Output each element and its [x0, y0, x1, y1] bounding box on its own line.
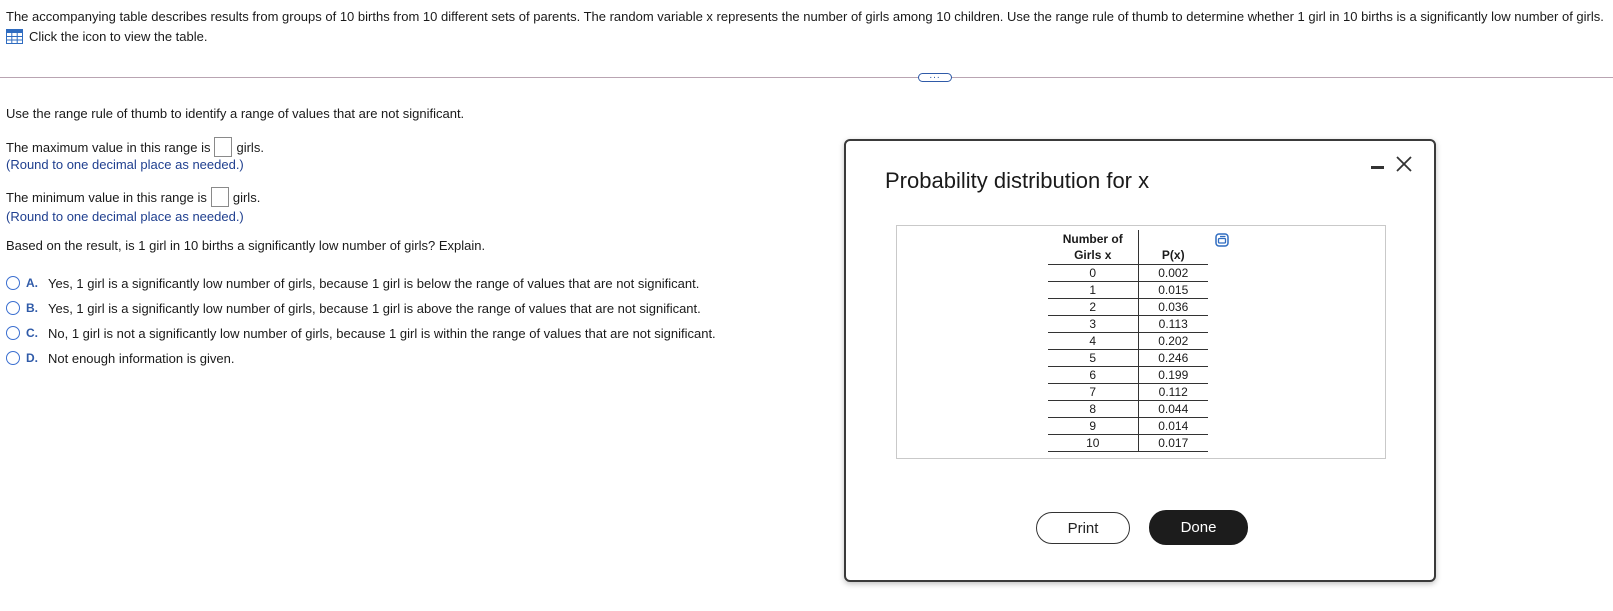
cell-x: 6: [1048, 367, 1138, 384]
table-row: [1048, 401, 1208, 418]
column-header-girls-line2: Girls x: [1074, 248, 1112, 262]
table-frame: [896, 225, 1386, 459]
choice-a[interactable]: [6, 274, 699, 292]
cell-x: 4: [1048, 333, 1138, 350]
cell-p: 0.199: [1138, 367, 1208, 384]
choice-c-text[interactable]: No, 1 girl is not a significantly low number of girls, because 1 girl is within the range of values that are not significant.: [48, 325, 716, 341]
choice-d-letter: D.: [26, 351, 38, 365]
choice-a-text[interactable]: Yes, 1 girl is a significantly low number of girls, because 1 girl is below the range of values that are not significant.: [48, 275, 700, 291]
choice-c[interactable]: [6, 324, 716, 342]
close-icon[interactable]: [1394, 154, 1414, 174]
minimize-icon[interactable]: [1371, 155, 1385, 175]
cell-x: 8: [1048, 401, 1138, 418]
table-row: [1048, 367, 1208, 384]
question-text: The accompanying table describes results from groups of 10 births from 10 different sets of parents. The random variable x represents the number of girls among 10 children. Use the range rule of thumb to determine whether 1 girl in 10 births is a significantly low number of girls.: [6, 9, 1604, 24]
table-link-text[interactable]: Click the icon to view the table.: [29, 29, 208, 44]
section-divider: [0, 77, 1613, 78]
question-header: [6, 7, 1606, 46]
cell-p: 0.036: [1138, 299, 1208, 316]
cell-x: 5: [1048, 350, 1138, 367]
radio-b[interactable]: [6, 301, 20, 315]
cell-p: 0.044: [1138, 401, 1208, 418]
column-header-girls: [1048, 230, 1138, 265]
table-row: [1048, 418, 1208, 435]
max-hint: (Round to one decimal place as needed.): [6, 157, 244, 172]
radio-c[interactable]: [6, 326, 20, 340]
max-value-input[interactable]: [214, 137, 232, 157]
table-row: [1048, 316, 1208, 333]
choice-d[interactable]: [6, 349, 234, 367]
min-value-line: [6, 187, 260, 207]
copy-table-icon[interactable]: [1215, 233, 1229, 247]
max-value-line: [6, 137, 264, 157]
table-row: [1048, 350, 1208, 367]
choice-b-letter: B.: [26, 301, 38, 315]
expand-handle[interactable]: ...: [918, 73, 952, 82]
table-row: [1048, 384, 1208, 401]
table-row: [1048, 333, 1208, 350]
choice-b[interactable]: [6, 299, 701, 317]
min-suffix: girls.: [232, 189, 261, 205]
max-prefix: The maximum value in this range is: [6, 139, 211, 155]
column-header-girls-line1: Number of: [1062, 232, 1123, 246]
radio-d[interactable]: [6, 351, 20, 365]
cell-x: 3: [1048, 316, 1138, 333]
table-body: [1048, 265, 1208, 452]
cell-p: 0.113: [1138, 316, 1208, 333]
table-header-row: [1048, 230, 1208, 265]
table-link-row[interactable]: [6, 27, 1606, 46]
cell-p: 0.015: [1138, 282, 1208, 299]
done-button[interactable]: Done: [1149, 510, 1248, 545]
cell-x: 10: [1048, 435, 1138, 452]
cell-p: 0.202: [1138, 333, 1208, 350]
cell-p: 0.002: [1138, 265, 1208, 282]
min-hint: (Round to one decimal place as needed.): [6, 209, 244, 224]
cell-x: 2: [1048, 299, 1138, 316]
instruction-text: Use the range rule of thumb to identify a range of values that are not significant.: [6, 106, 465, 121]
dialog-title: Probability distribution for x: [885, 168, 1150, 193]
cell-x: 7: [1048, 384, 1138, 401]
cell-p: 0.017: [1138, 435, 1208, 452]
table-row: [1048, 299, 1208, 316]
min-value-input[interactable]: [211, 187, 229, 207]
cell-p: 0.014: [1138, 418, 1208, 435]
table-row: [1048, 265, 1208, 282]
explain-prompt: Based on the result, is 1 girl in 10 births a significantly low number of girls? Explain.: [6, 238, 486, 253]
table-row: [1048, 435, 1208, 452]
choice-d-text[interactable]: Not enough information is given.: [48, 350, 235, 366]
cell-x: 0: [1048, 265, 1138, 282]
cell-x: 9: [1048, 418, 1138, 435]
cell-x: 1: [1048, 282, 1138, 299]
choice-c-letter: C.: [26, 326, 38, 340]
choice-b-text[interactable]: Yes, 1 girl is a significantly low number of girls, because 1 girl is above the range of values that are not significant.: [48, 300, 701, 316]
probability-dialog: [844, 139, 1436, 582]
choice-a-letter: A.: [26, 276, 38, 290]
radio-a[interactable]: [6, 276, 20, 290]
print-button[interactable]: Print: [1036, 512, 1130, 544]
table-row: [1048, 282, 1208, 299]
max-suffix: girls.: [236, 139, 264, 155]
min-prefix: The minimum value in this range is: [6, 189, 207, 205]
table-grid-icon[interactable]: [6, 29, 23, 44]
distribution-table: [1048, 230, 1208, 452]
cell-p: 0.112: [1138, 384, 1208, 401]
column-header-probability: P(x): [1138, 230, 1208, 265]
cell-p: 0.246: [1138, 350, 1208, 367]
